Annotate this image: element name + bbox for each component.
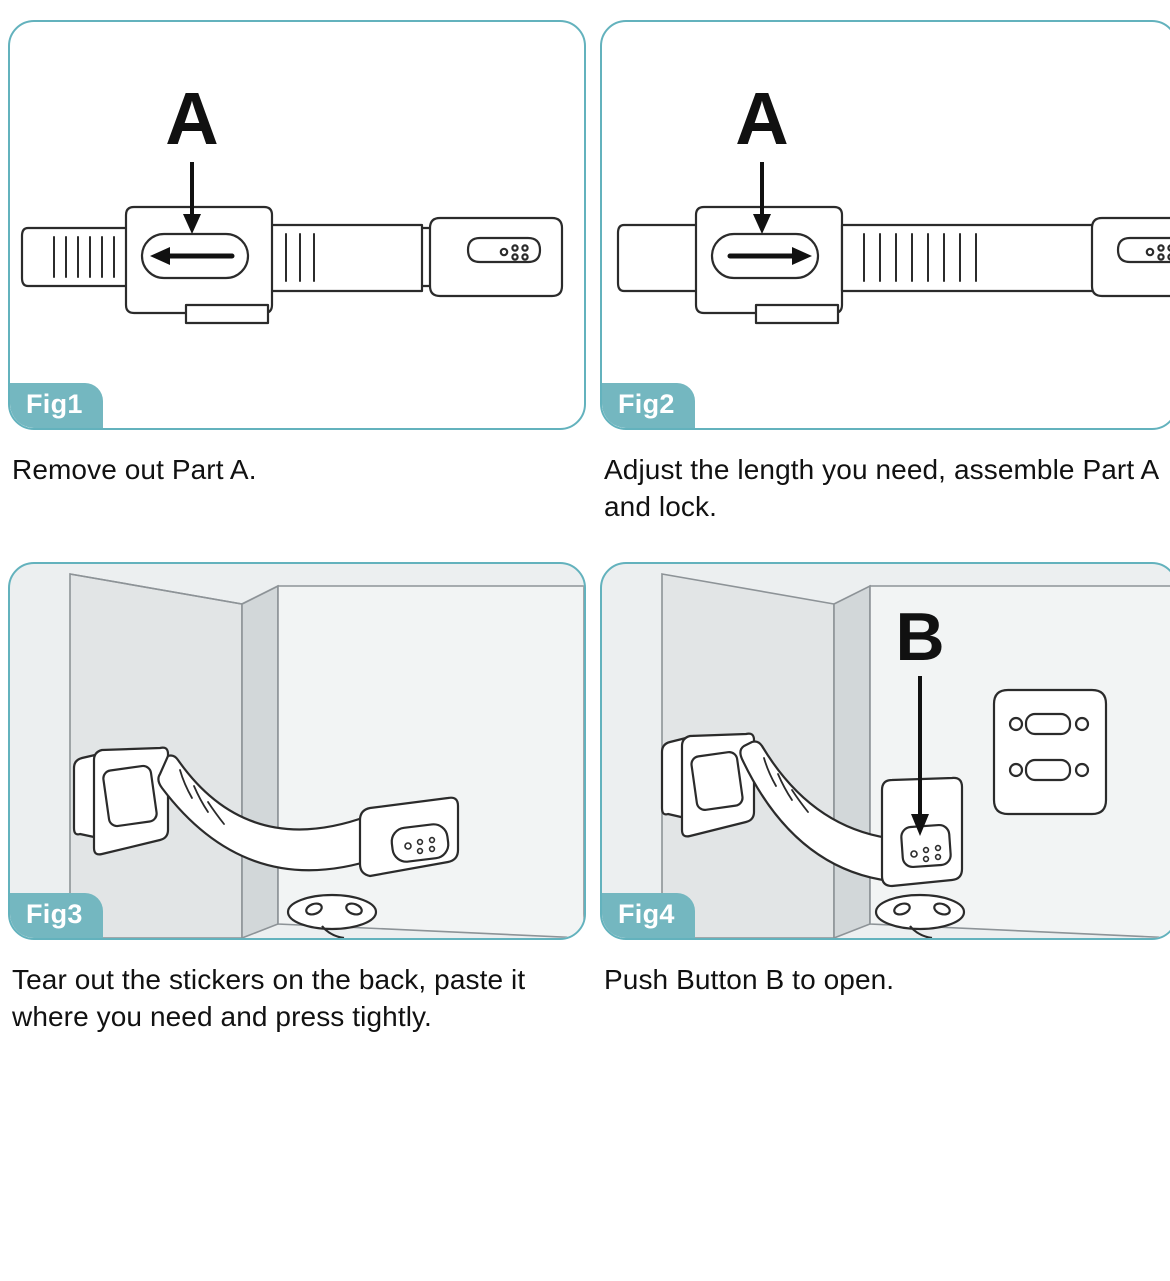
marker-label-a2: A (735, 77, 789, 160)
fig-tag-3: Fig3 (10, 893, 103, 938)
steps-grid (8, 20, 1162, 1036)
figure-panel-1 (8, 20, 586, 430)
step-caption-1: Remove out Part A. (12, 454, 257, 485)
step-cell-4 (600, 562, 1170, 1036)
figure-panel-3 (8, 562, 586, 940)
step-caption-3: Tear out the stickers on the back, paste it where you need and press tightly. (12, 963, 526, 1032)
step-cell-1 (8, 20, 586, 526)
figure-panel-2 (600, 20, 1170, 430)
marker-label-a1: A (165, 77, 219, 160)
step-cell-2 (600, 20, 1170, 526)
figure-illustration-2 (602, 22, 1170, 428)
fig-tag-1: Fig1 (10, 383, 103, 428)
step-caption-2: Adjust the length you need, assemble Part A and lock. (604, 454, 1158, 522)
figure-illustration-4 (602, 564, 1170, 938)
figure-illustration-3 (10, 564, 584, 938)
figure-illustration-1 (10, 22, 584, 428)
marker-label-b: B (895, 598, 945, 675)
figure-panel-4 (600, 562, 1170, 940)
fig-tag-4: Fig4 (602, 893, 695, 938)
step-caption-4: Push Button B to open. (604, 963, 895, 995)
fig-tag-2: Fig2 (602, 383, 695, 428)
step-cell-3 (8, 562, 586, 1036)
